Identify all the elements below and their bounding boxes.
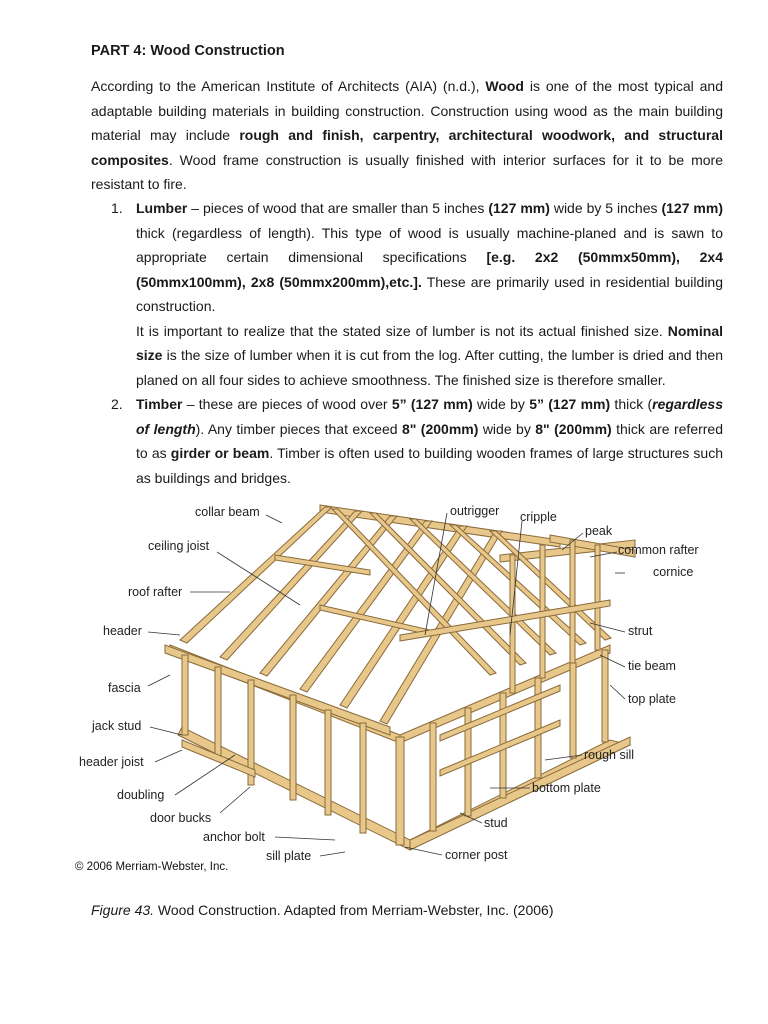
timber-text-3: thick ( [610,396,653,412]
stud-f6 [360,723,366,833]
label-header-joist: header joist [79,755,144,769]
label-rough-sill: rough sill [584,748,635,762]
label-anchor-bolt: anchor bolt [203,830,265,844]
gable-stud-4 [595,545,600,650]
gable-stud-1 [510,555,515,693]
label-doubling: doubling [117,788,165,802]
stud-f5 [325,710,331,815]
list-item-lumber [91,196,723,392]
label-stud: stud [484,816,508,830]
list-number: 2. [111,396,123,412]
label-ceiling-joist: ceiling joist [148,539,210,553]
label-tie-beam: tie beam [628,659,676,673]
stud-s6 [602,650,608,742]
gable-stud-3 [570,540,575,663]
label-corner-post: corner post [445,848,508,862]
stud-f4 [290,695,296,800]
caption-label: Figure 43. [91,902,155,918]
section-heading: PART 4: Wood Construction [91,43,285,59]
label-top-plate: top plate [628,692,676,706]
corner-post-shape [396,737,404,845]
timber-text-1: – these are pieces of wood over [182,396,392,412]
label-peak: peak [585,524,613,538]
label-bottom-plate: bottom plate [532,781,601,795]
label-door-bucks: door bucks [150,811,212,825]
label-sill-plate: sill plate [266,849,312,863]
timber-bold-4: 8" (200mm) [535,420,612,437]
timber-text-4: ). Any timber pieces that exceed [195,420,402,437]
figure-copyright: © 2006 Merriam-Webster, Inc. [75,861,229,873]
lumber-paragraph [136,196,723,319]
label-cornice: cornice [653,565,694,579]
stud-f2 [215,667,221,757]
lumber-bold-1: (127 mm) [488,200,550,216]
lumber-text-1: – pieces of wood that are smaller than 5 inches [187,200,489,216]
ceiling-joist-shape [320,605,430,635]
lumber-text-2: wide by 5 inches [549,200,662,216]
label-fascia: fascia [108,681,141,695]
intro-bold-wood: Wood [485,78,524,94]
nominal-text-2: is the size of lumber when it is cut from the log. After cutting, the lumber is dried and then planed on all four sides to achieve smoothness. The finished size is therefore smaller. [136,347,723,388]
stud-s1 [430,723,436,831]
intro-text-1: According to the American Institute of Architects (AIA) (n.d.), [91,78,486,94]
intro-paragraph [91,74,723,197]
lumber-text-4: These are primarily used in residential building construction. [136,273,723,314]
lumber-bold-2: (127 mm) [661,200,723,216]
label-jack-stud: jack stud [92,719,142,733]
label-header: header [103,624,142,638]
list-item-timber [91,392,723,490]
intro-text-3: . Wood frame construction is usually finished with interior surfaces for it to be more resistant to fire. [91,151,723,192]
timber-text-2: wide by [472,396,530,412]
timber-bold-italic: regardless of length [136,396,723,437]
timber-bold-2: 5” (127 mm) [529,396,611,412]
timber-text-6: thick are referred to as [136,420,723,461]
timber-bold-5: girder or beam [170,445,270,461]
stud-f1 [182,655,188,735]
nominal-bold: Nominal size [136,322,723,363]
nominal-size-paragraph [136,319,723,393]
label-roof-rafter: roof rafter [128,585,183,599]
intro-bold-types: rough and finish, carpentry, architectural woodwork, and structural composites [91,127,723,168]
lumber-bold-3: [e.g. 2x2 (50mmx50mm), 2x4 (50mmx100mm), 2x8 (50mmx200mm),etc.]. [136,249,723,290]
intro-text-2: is one of the most typical and adaptable building materials in building construction. Construction using wood as the main building material may include [91,78,723,143]
list-number: 1. [111,200,123,216]
label-strut: strut [628,624,653,638]
lumber-text-3: thick (regardless of length). This type of wood is usually machine-planed and is sawn to appropriate certain dimensional specifications [136,224,723,265]
timber-text-5: wide by [478,420,536,437]
label-outrigger: outrigger [450,504,500,518]
timber-title: Timber [136,396,183,412]
lumber-title: Lumber [136,200,188,216]
frame-drawing [165,505,635,850]
figure-caption [91,902,553,918]
stud-s5 [570,663,576,758]
timber-paragraph [136,392,723,490]
nominal-text-1: It is important to realize that the stated size of lumber is not its actual finished size. [136,322,668,339]
label-cripple: cripple [520,510,557,524]
timber-bold-1: 5” (127 mm) [391,396,473,412]
label-common-rafter: common rafter [618,543,699,557]
wood-frame-figure [70,495,730,880]
timber-text-7: . Timber is often used to building wooden frames of large structures such as buildings and bridges. [136,445,723,486]
label-collar-beam: collar beam [195,505,260,519]
caption-text: Wood Construction. Adapted from Merriam-Webster, Inc. (2006) [154,902,554,918]
timber-bold-3: 8" (200mm) [401,420,479,437]
wood-frame-diagram [70,495,730,880]
